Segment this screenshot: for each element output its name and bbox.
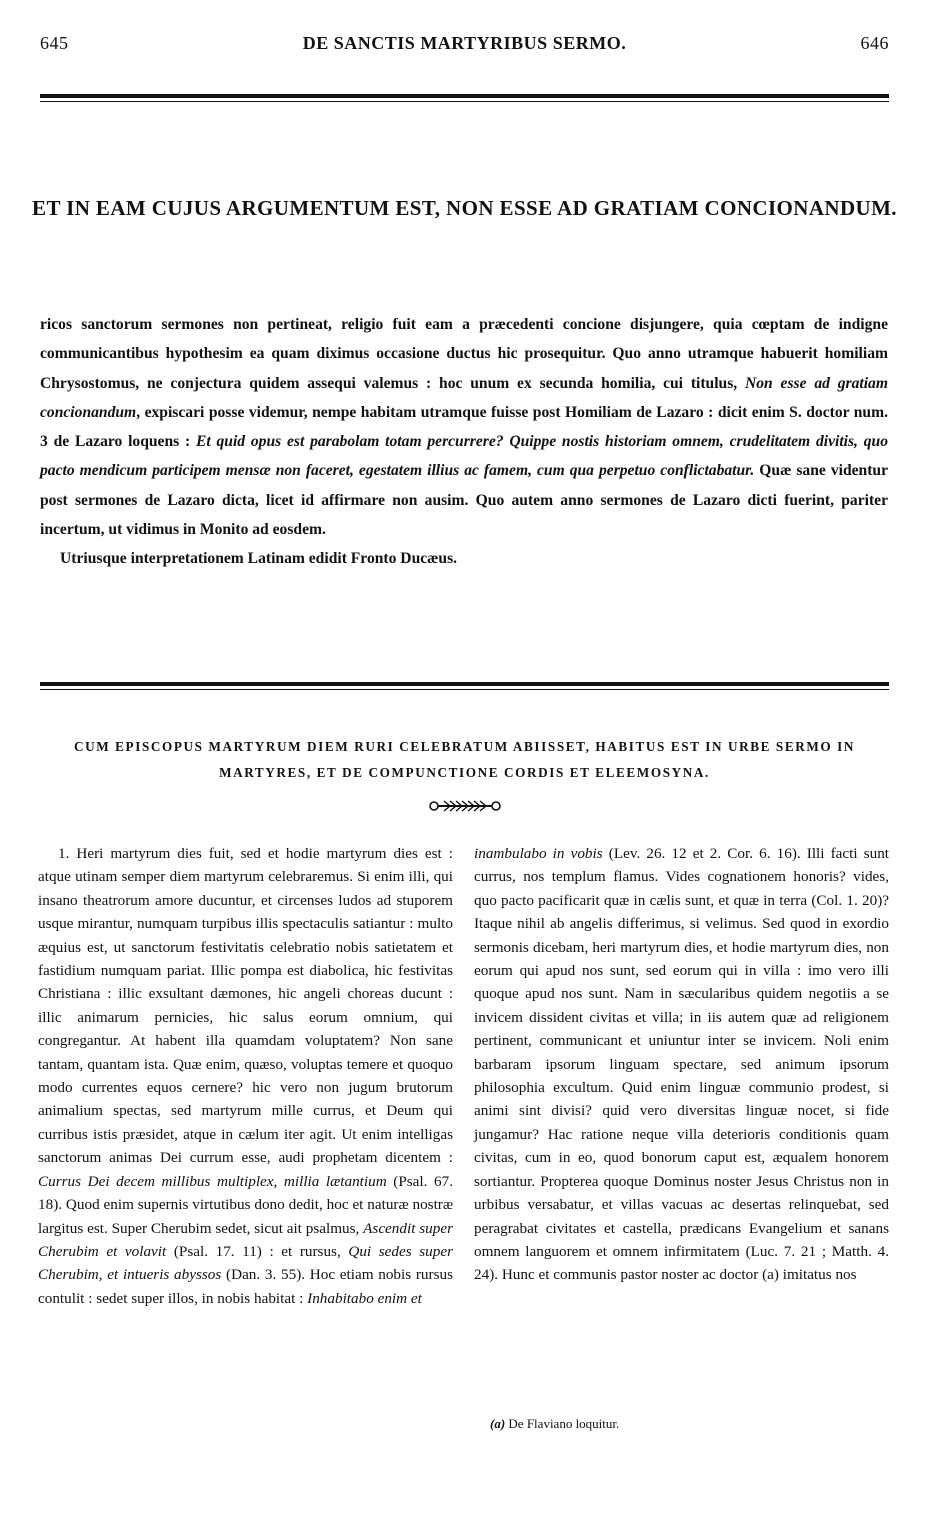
sermon-paragraph-1: 1. Heri martyrum dies fuit, sed et hodie martyrum dies est : atque utinam semper diem martyrum celebraremus. Si enim illi, qui insano theatrorum amore ducuntur, et circenses ludos ad stuporem usque mirantur, numquam turpibus illis spectaculis satiantur : multo æquius est, ut sanctorum festivitatis celebratio nobis satietatem et fastidium numquam pariat. Illic pompa est diabolica, hic festivitas Christiana : illic exsultant dæmones, hic angeli choreas ducunt : illic animarum pernicies, hic salus eorum omnium, qui congregantur. At habent illa quamdam voluptatem? Non sane tantam, quantam ista. Quæ enim, quæso, voluptas temere et quoquo modo currentes equos cernere? hic vero non jugum brutorum animalium spectas, sed martyrum mille currus, et Deum qui curribus istis præsidet, atque in cælum iter agit. Ut enim intelligas sanctorum animas Dei currum esse, audi prophetam dicentem : Currus Dei decem millibus multiplex, millia lætantium (Psal. 67. 18). Quod enim supernis virtutibus dono dedit, hoc et naturæ nostræ largitus est. Super Cherubim sedet, sicut ait psalmus, Ascendit super Cherubim et volavit (Psal. 17. 11) : et rursus, Qui sedes super Cherubim, et intueris abyssos (Dan. 3. 55). Hoc etiam nobis rursus contulit : sedet super illos, in nobis habitat : Inhabitabo enim et: [38, 845, 453, 1307]
section-rule-thick: [40, 682, 889, 686]
fleuron-icon: [428, 797, 502, 815]
sermon-paragraph-1-continued: inambulabo in vobis (Lev. 26. 12 et 2. Cor. 6. 16). Illi facti sunt currus, nos templum flamus. Vides cognationem honoris? vides, quo pacto pacificarit quæ in cælis sunt, et quæ in terra (Col. 1. 20)? Itaque nihil ab angelis differimus, si velimus. Sed quod in exordio sermonis dicebam, heri martyrum dies, et hodie martyrum dies, non eorum qui apud nos sunt, sed eorum qui in villa : imo vero illi quoque apud nos sunt. Nam in sæcularibus quidem negotiis a se invicem dissident civitas et villa; in iis autem quæ ad religionem pertinent, communicant et uniuntur inter se invicem. Noli enim barbaram ipsorum linguam spectare, sed animum ipsorum philosophia excultum. Quid enim linguæ communio prodest, si animi sint divisi? quid vero diversitas linguæ nocet, si fide jungamur? Hac ratione neque villa deterioris conditionis quam civitas, cum in eo, quod bonorum caput est, æqualem honorem sortiantur. Propterea quoque Dominus noster Jesus Christus non in urbibus versabatur, et villas vacuas ac desertas relinquebat, sed peragrabat civitates et castella, prædicans Evangelium et sanans omnem languorem et omnem infirmitatem (Luc. 7. 21 ; Matth. 4. 24). Hunc et communis pastor noster ac doctor (a) imitatus nos: [474, 845, 890, 1284]
scripture-quote: inambulabo in vobis: [474, 845, 603, 862]
section-title: ET IN EAM CUJUS ARGUMENTUM EST, NON ESSE AD GRATIAM CONCIONANDUM.: [32, 196, 897, 220]
header-rule-thin: [40, 101, 889, 102]
intro-notice: [40, 310, 888, 574]
intro-paragraph: ricos sanctorum sermones non pertineat, religio fuit eam a præcedenti concione disjungere, quia cœptam de indigne communicantibus hypothesim ea quam diximus occasione ductus hic prosequitur. Quo anno utramque habuerit homiliam Chrysostomus, ne conjectura quidem assequi valemus : hoc unum ex secunda homilia, cui titulus, Non esse ad gratiam concionandum, expiscari posse videmur, nempe habitam utramque fuisse post Homiliam de Lazaro : dicit enim S. doctor num. 3 de Lazaro loquens : Et quid opus est parabolam totam percurrere? Quippe nostis historiam omnem, crudelitatem divitis, quo pacto mendicum participem mensæ non faceret, egestatem illius ac famem, cum qua perpetuo conflictabatur. Quæ sane videntur post sermones de Lazaro dicta, licet id affirmare non ausim. Quo autem anno sermones de Lazaro dicti fuerint, pariter incertum, ut vidimus in Monito ad eosdem.: [40, 316, 889, 539]
intro-translation-note: Utriusque interpretationem Latinam edidit Fronto Ducæus.: [60, 550, 458, 568]
intro-cited-title: Non esse ad gratiam concionandum: [40, 374, 888, 421]
footnote: [490, 1416, 619, 1432]
scripture-quote: Ascendit super Cherubim et volavit: [38, 1219, 453, 1260]
scripture-quote: Qui sedes super Cherubim, et intueris abyssos: [38, 1242, 453, 1284]
footnote-marker: (a): [490, 1416, 506, 1431]
sermon-title: [40, 734, 889, 786]
running-title: DE SANCTIS MARTYRIBUS SERMO.: [302, 33, 627, 53]
sermon-title-line1: CUM EPISCOPUS MARTYRUM DIEM RURI CELEBRATUM ABIISSET, HABITUS EST IN URBE SERMO IN: [73, 739, 856, 754]
page-number-left: 645: [40, 33, 69, 53]
header-rule-thick: [40, 94, 889, 98]
footnote-text: De Flaviano loquitur.: [505, 1416, 620, 1431]
page-number-right: 646: [860, 33, 889, 53]
running-header: [40, 33, 889, 57]
intro-quote: Et quid opus est parabolam totam percurrere? Quippe nostis historiam omnem, crudelitatem divitis, quo pacto mendicum participem mensæ non faceret, egestatem illius ac famem, cum qua perpetuo conflictabatur.: [40, 433, 889, 480]
ornament-divider: [0, 797, 929, 820]
column-left: [38, 842, 453, 1310]
scripture-quote: Currus Dei decem millibus multiplex, millia lætantium: [38, 1172, 387, 1190]
sermon-title-line2: MARTYRES, ET DE COMPUNCTIONE CORDIS ET ELEEMOSYNA.: [219, 765, 710, 780]
column-right: [474, 842, 889, 1287]
scripture-quote: Inhabitabo enim et: [307, 1289, 422, 1307]
section-rule-thin: [40, 689, 889, 690]
